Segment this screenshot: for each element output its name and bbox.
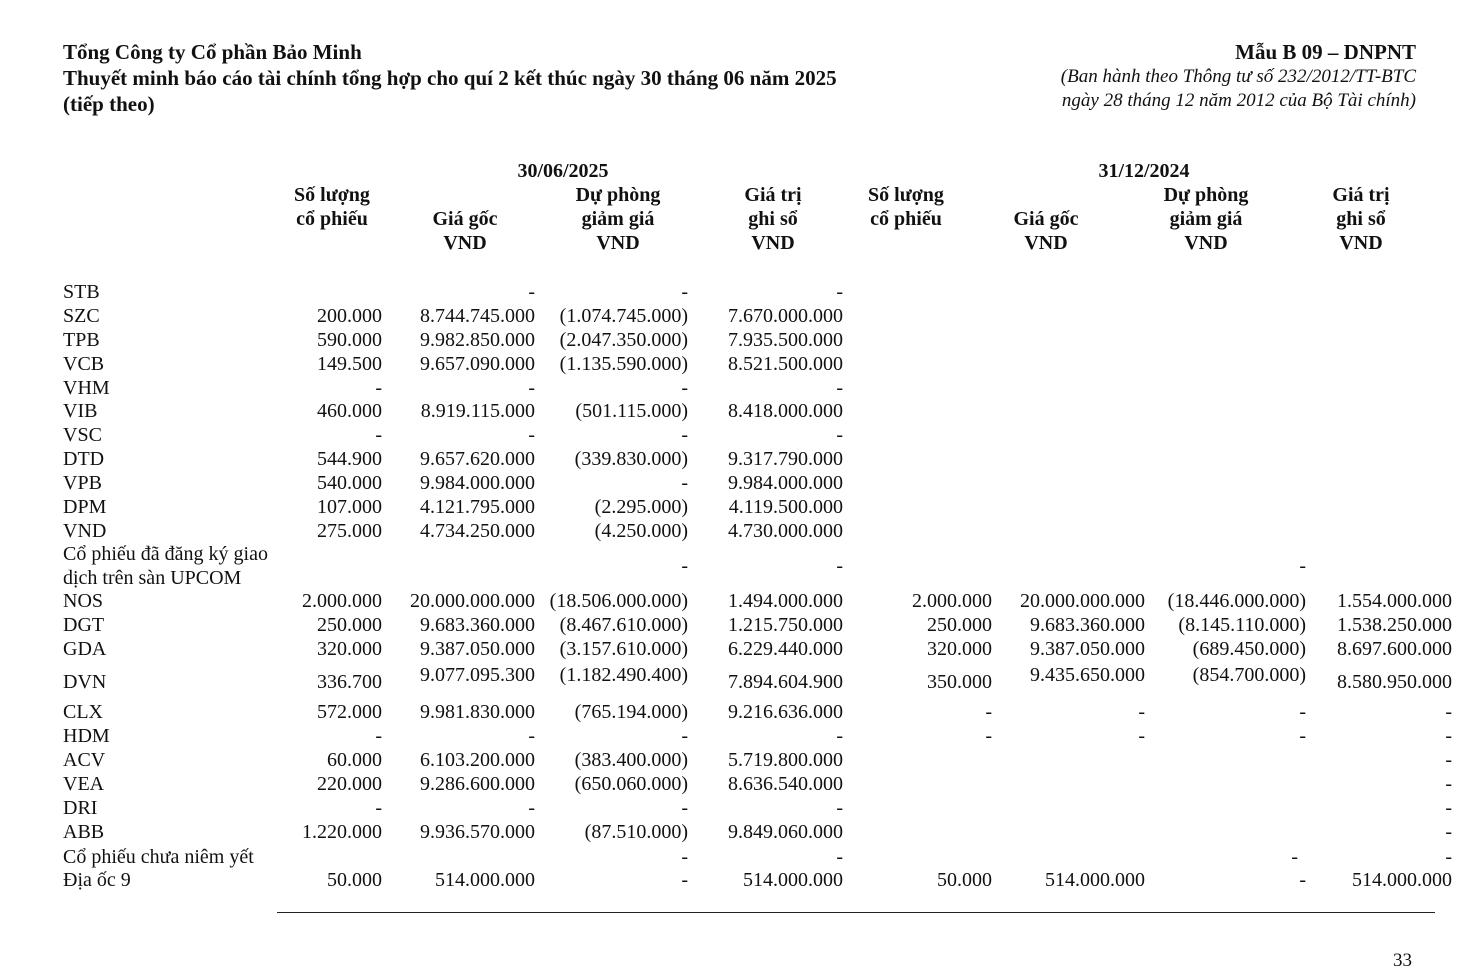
cell-quantity-2025: 572.000 xyxy=(317,701,382,723)
report-header xyxy=(63,39,837,117)
row-label: VIB xyxy=(63,400,98,422)
cell-provision-2024: - xyxy=(1299,869,1306,891)
cell-cost-2025: 9.077.095.300 xyxy=(420,664,535,686)
cell-cost-2025: 9.286.600.000 xyxy=(420,773,535,795)
cell-book-2025: 1.494.000.000 xyxy=(728,590,843,612)
cell-provision-2025: - xyxy=(681,725,688,747)
cell-book-2025: 4.119.500.000 xyxy=(728,496,843,518)
cell-book-2024: 514.000.000 xyxy=(1352,869,1452,891)
row-label: TPB xyxy=(63,329,100,351)
cell-quantity-2025: 1.220.000 xyxy=(302,821,382,843)
cell-book-2024: 1.554.000.000 xyxy=(1337,590,1452,612)
cell-book-2024: - xyxy=(1445,846,1452,868)
row-label: STB xyxy=(63,281,100,303)
row-label: VHM xyxy=(63,377,110,399)
cell-book-2025: - xyxy=(836,555,843,577)
cell-book-2025: 9.849.060.000 xyxy=(728,821,843,843)
cell-book-2025: 7.670.000.000 xyxy=(728,305,843,327)
cell-cost-2024: 9.435.650.000 xyxy=(1030,664,1145,686)
cell-quantity-2024: 250.000 xyxy=(927,614,992,636)
col-provision-2024: Dự phòng giảm giá VND xyxy=(1163,184,1249,254)
table-row xyxy=(0,613,1478,637)
cell-provision-2025: (18.506.000.000) xyxy=(549,590,688,612)
col-book-2024: Giá trị ghi sổ VND xyxy=(1332,184,1390,254)
cell-provision-2025: (8.467.610.000) xyxy=(559,614,688,636)
group-row-upcom xyxy=(0,554,1478,578)
cell-provision-2024: (854.700.000) xyxy=(1192,664,1306,686)
cell-provision-2025: (765.194.000) xyxy=(574,701,688,723)
period-heading-2024: 31/12/2024 xyxy=(1098,160,1190,182)
row-label: CLX xyxy=(63,701,103,723)
cell-provision-2025: - xyxy=(681,846,688,868)
cell-provision-2025: (2.295.000) xyxy=(594,496,688,518)
cell-book-2024: - xyxy=(1445,821,1452,843)
table-row xyxy=(0,495,1478,519)
table-row xyxy=(0,399,1478,423)
form-code: Mẫu B 09 – DNPNT xyxy=(1235,40,1416,64)
row-label: VPB xyxy=(63,472,102,494)
table-row xyxy=(0,423,1478,447)
cell-cost-2025: - xyxy=(528,377,535,399)
cell-provision-2024: (18.446.000.000) xyxy=(1167,590,1306,612)
cell-cost-2025: 6.103.200.000 xyxy=(420,749,535,771)
table-row xyxy=(0,376,1478,400)
cell-provision-2025: (650.060.000) xyxy=(574,773,688,795)
row-label: DGT xyxy=(63,614,105,636)
cell-quantity-2025: 336.700 xyxy=(317,671,382,693)
cell-quantity-2024: - xyxy=(985,701,992,723)
table-row xyxy=(0,664,1478,694)
table-row xyxy=(0,724,1478,748)
cell-provision-2024: - xyxy=(1291,846,1298,868)
cell-quantity-2025: 544.900 xyxy=(317,448,382,470)
cell-book-2025: 8.521.500.000 xyxy=(728,353,843,375)
company-name: Tổng Công ty Cổ phần Bảo Minh xyxy=(63,40,362,64)
cell-quantity-2024: - xyxy=(985,725,992,747)
col-cost-2025: Giá gốc VND xyxy=(432,208,498,254)
cell-quantity-2025: 107.000 xyxy=(317,496,382,518)
cell-quantity-2025: 320.000 xyxy=(317,638,382,660)
issued-line-2: ngày 28 tháng 12 năm 2012 của Bộ Tài chính) xyxy=(1061,90,1416,111)
cell-cost-2025: 9.982.850.000 xyxy=(420,329,535,351)
col-provision-2025: Dự phòng giảm giá VND xyxy=(575,184,661,254)
cell-quantity-2025: 200.000 xyxy=(317,305,382,327)
row-label: VSC xyxy=(63,424,102,446)
group-row-unlisted xyxy=(0,845,1478,869)
table-row xyxy=(0,280,1478,304)
cell-provision-2025: - xyxy=(681,797,688,819)
cell-quantity-2025: 2.000.000 xyxy=(302,590,382,612)
row-label: ABB xyxy=(63,821,105,843)
cell-provision-2025: - xyxy=(681,869,688,891)
table-row xyxy=(0,471,1478,495)
cell-cost-2024: - xyxy=(1138,701,1145,723)
row-label: VEA xyxy=(63,773,105,795)
cell-cost-2025: 4.121.795.000 xyxy=(420,496,535,518)
cell-book-2025: 9.216.636.000 xyxy=(728,701,843,723)
group-label-unlisted: Cổ phiếu chưa niêm yết xyxy=(63,846,254,868)
cell-quantity-2025: 50.000 xyxy=(327,869,382,891)
report-subtitle: Thuyết minh báo cáo tài chính tổng hợp cho quí 2 kết thúc ngày 30 tháng 06 năm 2025 xyxy=(63,66,837,90)
row-label: VCB xyxy=(63,353,105,375)
cell-provision-2025: (2.047.350.000) xyxy=(559,329,688,351)
cell-book-2025: 514.000.000 xyxy=(743,869,843,891)
cell-book-2025: 4.730.000.000 xyxy=(728,520,843,542)
cell-quantity-2025: - xyxy=(375,725,382,747)
cell-quantity-2025: 590.000 xyxy=(317,329,382,351)
table-row xyxy=(0,447,1478,471)
issued-line-1: (Ban hành theo Thông tư số 232/2012/TT-BTC xyxy=(1060,66,1416,87)
bottom-rule xyxy=(277,912,1435,913)
cell-book-2025: 6.229.440.000 xyxy=(728,638,843,660)
cell-provision-2025: (1.074.745.000) xyxy=(559,305,688,327)
cell-provision-2025: (501.115.000) xyxy=(575,400,688,422)
cell-cost-2024: 9.683.360.000 xyxy=(1030,614,1145,636)
cell-quantity-2025: 149.500 xyxy=(317,353,382,375)
cell-cost-2025: 9.936.570.000 xyxy=(420,821,535,843)
cell-book-2024: - xyxy=(1445,725,1452,747)
cell-book-2025: - xyxy=(836,424,843,446)
row-label: NOS xyxy=(63,590,104,612)
cell-provision-2025: - xyxy=(681,281,688,303)
cell-provision-2025: - xyxy=(681,555,688,577)
cell-book-2025: - xyxy=(836,846,843,868)
cell-quantity-2024: 350.000 xyxy=(927,671,992,693)
cell-book-2025: - xyxy=(836,797,843,819)
cell-cost-2025: 4.734.250.000 xyxy=(420,520,535,542)
table-row xyxy=(0,796,1478,820)
cell-book-2024: 1.538.250.000 xyxy=(1337,614,1452,636)
cell-quantity-2024: 320.000 xyxy=(927,638,992,660)
cell-book-2024: 8.697.600.000 xyxy=(1337,638,1452,660)
cell-cost-2024: - xyxy=(1138,725,1145,747)
row-label: SZC xyxy=(63,305,100,327)
cell-cost-2025: 8.744.745.000 xyxy=(420,305,535,327)
cell-cost-2024: 514.000.000 xyxy=(1045,869,1145,891)
period-heading-2025: 30/06/2025 xyxy=(517,160,609,182)
table-row xyxy=(0,352,1478,376)
cell-cost-2025: 514.000.000 xyxy=(435,869,535,891)
cell-provision-2025: - xyxy=(681,424,688,446)
cell-book-2025: 9.317.790.000 xyxy=(728,448,843,470)
row-label: ACV xyxy=(63,749,106,771)
col-quantity-2024: Số lượng cổ phiếu xyxy=(868,184,944,230)
cell-quantity-2025: 460.000 xyxy=(317,400,382,422)
cell-quantity-2025: 275.000 xyxy=(317,520,382,542)
cell-provision-2025: (1.182.490.400) xyxy=(559,664,688,686)
cell-quantity-2025: 220.000 xyxy=(317,773,382,795)
cell-provision-2024: (689.450.000) xyxy=(1192,638,1306,660)
row-label: GDA xyxy=(63,638,107,660)
row-label: DTD xyxy=(63,448,105,470)
col-book-2025: Giá trị ghi sổ VND xyxy=(744,184,802,254)
cell-book-2025: 8.418.000.000 xyxy=(728,400,843,422)
cell-provision-2025: - xyxy=(681,377,688,399)
row-label: Địa ốc 9 xyxy=(63,869,131,891)
cell-cost-2025: 9.387.050.000 xyxy=(420,638,535,660)
table-row xyxy=(0,304,1478,328)
cell-cost-2024: 20.000.000.000 xyxy=(1020,590,1145,612)
row-label: HDM xyxy=(63,725,110,747)
cell-book-2024: - xyxy=(1445,797,1452,819)
cell-cost-2024: 9.387.050.000 xyxy=(1030,638,1145,660)
cell-book-2024: 8.580.950.000 xyxy=(1337,671,1452,693)
row-label: DRI xyxy=(63,797,98,819)
cell-book-2025: 5.719.800.000 xyxy=(728,749,843,771)
cell-book-2025: - xyxy=(836,281,843,303)
cell-book-2025: - xyxy=(836,725,843,747)
form-reference xyxy=(1061,39,1416,113)
cell-book-2025: 7.894.604.900 xyxy=(728,671,843,693)
cell-provision-2024: (8.145.110.000) xyxy=(1178,614,1306,636)
group-label-upcom: Cổ phiếu đã đăng ký giao dịch trên sàn UPCOM xyxy=(63,543,268,589)
cell-cost-2025: 9.981.830.000 xyxy=(420,701,535,723)
cell-quantity-2025: - xyxy=(375,797,382,819)
table-row xyxy=(0,772,1478,796)
cell-book-2025: 1.215.750.000 xyxy=(728,614,843,636)
cell-quantity-2025: 250.000 xyxy=(317,614,382,636)
cell-provision-2025: (383.400.000) xyxy=(574,749,688,771)
col-quantity-2025: Số lượng cổ phiếu xyxy=(294,184,370,230)
cell-cost-2025: 20.000.000.000 xyxy=(410,590,535,612)
col-cost-2024: Giá gốc VND xyxy=(1013,208,1079,254)
cell-provision-2025: (1.135.590.000) xyxy=(559,353,688,375)
table-row xyxy=(0,748,1478,772)
cell-provision-2025: (3.157.610.000) xyxy=(559,638,688,660)
row-label: DPM xyxy=(63,496,107,518)
row-label: VND xyxy=(63,520,107,542)
cell-book-2024: - xyxy=(1445,749,1452,771)
cell-provision-2025: (4.250.000) xyxy=(594,520,688,542)
cell-provision-2025: (339.830.000) xyxy=(574,448,688,470)
cell-provision-2024: - xyxy=(1299,725,1306,747)
cell-provision-2025: (87.510.000) xyxy=(584,821,688,843)
cell-cost-2025: - xyxy=(528,424,535,446)
cell-book-2024: - xyxy=(1445,701,1452,723)
table-row xyxy=(0,868,1478,892)
page-number: 33 xyxy=(1393,950,1412,971)
cell-quantity-2024: 2.000.000 xyxy=(912,590,992,612)
cell-provision-2025: - xyxy=(681,472,688,494)
table-row xyxy=(0,637,1478,661)
cell-book-2025: - xyxy=(836,377,843,399)
cell-quantity-2024: 50.000 xyxy=(937,869,992,891)
cell-book-2025: 8.636.540.000 xyxy=(728,773,843,795)
table-row xyxy=(0,700,1478,724)
cell-cost-2025: 9.657.090.000 xyxy=(420,353,535,375)
cell-quantity-2025: - xyxy=(375,377,382,399)
table-row xyxy=(0,820,1478,844)
table-row xyxy=(0,519,1478,543)
cell-cost-2025: - xyxy=(528,797,535,819)
cell-cost-2025: - xyxy=(528,725,535,747)
cell-quantity-2025: 540.000 xyxy=(317,472,382,494)
cell-provision-2024: - xyxy=(1299,555,1306,577)
cell-cost-2025: 9.683.360.000 xyxy=(420,614,535,636)
cell-book-2025: 7.935.500.000 xyxy=(728,329,843,351)
cell-quantity-2025: 60.000 xyxy=(327,749,382,771)
cell-provision-2024: - xyxy=(1299,701,1306,723)
table-row xyxy=(0,589,1478,613)
cell-quantity-2025: - xyxy=(375,424,382,446)
cell-book-2024: - xyxy=(1445,773,1452,795)
cell-cost-2025: 8.919.115.000 xyxy=(420,400,535,422)
cell-book-2025: 9.984.000.000 xyxy=(728,472,843,494)
table-row xyxy=(0,328,1478,352)
cell-cost-2025: - xyxy=(528,281,535,303)
cell-cost-2025: 9.984.000.000 xyxy=(420,472,535,494)
continued-note: (tiếp theo) xyxy=(63,92,155,116)
cell-cost-2025: 9.657.620.000 xyxy=(420,448,535,470)
row-label: DVN xyxy=(63,671,107,693)
